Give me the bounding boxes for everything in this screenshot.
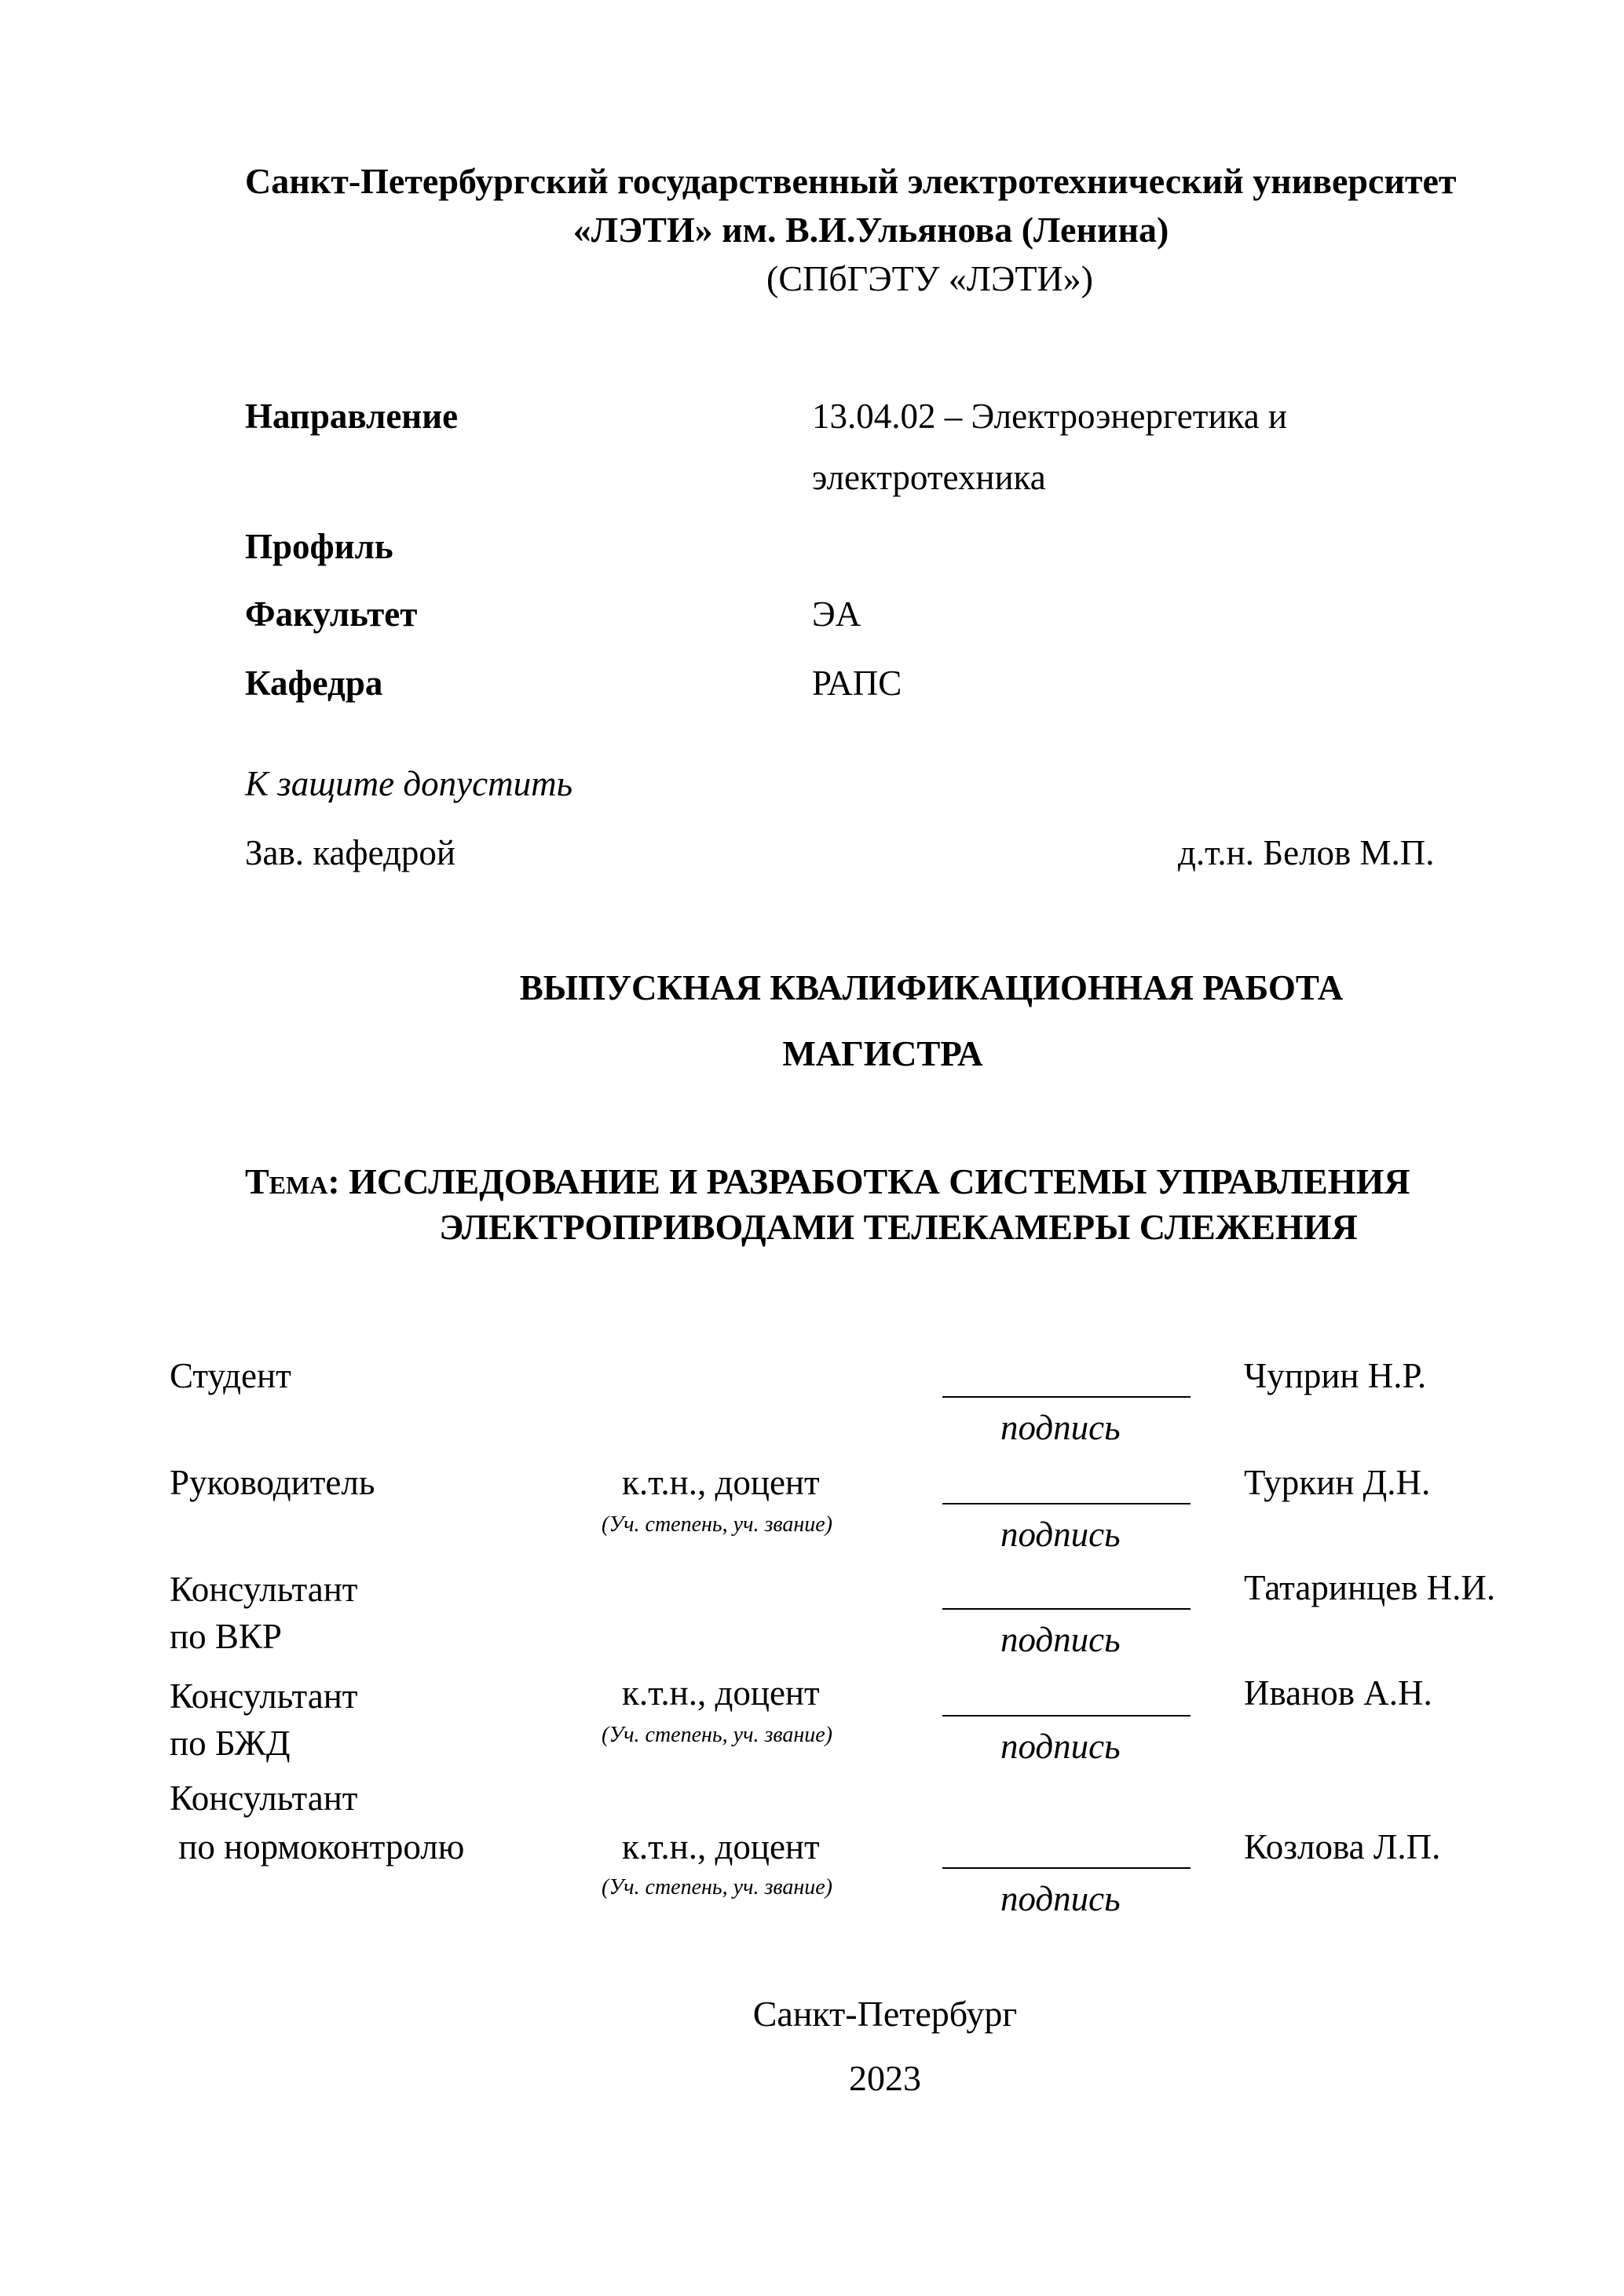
university-name-line1: Санкт-Петербургский государственный электротехнический университет [245, 161, 1457, 201]
degree-caption-consultant-bzhd: (Уч. степень, уч. звание) [602, 1723, 832, 1747]
role-supervisor: Руководитель [170, 1463, 375, 1502]
degree-caption-supervisor: (Уч. степень, уч. звание) [602, 1512, 832, 1537]
university-abbreviation: (СПбГЭТУ «ЛЭТИ») [766, 258, 1093, 298]
direction-label: Направление [245, 397, 459, 436]
signature-line-consultant-bzhd [942, 1715, 1191, 1717]
degree-supervisor: к.т.н., доцент [622, 1463, 820, 1502]
profile-label: Профиль [245, 527, 393, 566]
admission-label: К защите допустить [245, 764, 573, 803]
role-consultant-bzhd-line2: по БЖД [170, 1724, 291, 1763]
name-student: Чуприн Н.Р. [1244, 1356, 1427, 1395]
footer-year: 2023 [849, 2058, 921, 2098]
direction-value-line1: 13.04.02 – Электроэнергетика и [812, 397, 1288, 436]
department-label: Кафедра [245, 664, 383, 703]
signature-caption-consultant-bzhd: подпись [1000, 1727, 1121, 1766]
department-head-name: д.т.н. Белов М.П. [1178, 833, 1435, 872]
name-consultant-bzhd: Иванов А.Н. [1244, 1673, 1432, 1713]
role-consultant-vkr-line1: Консультант [170, 1570, 358, 1609]
topic-prefix: Тема: [245, 1161, 340, 1201]
name-consultant-norm: Козлова Л.П. [1244, 1827, 1441, 1866]
role-consultant-vkr-line2: по ВКР [170, 1617, 282, 1656]
role-student: Студент [170, 1356, 291, 1395]
degree-consultant-norm: к.т.н., доцент [622, 1827, 820, 1866]
faculty-value: ЭА [812, 594, 861, 634]
signature-line-consultant-vkr [942, 1608, 1191, 1610]
name-consultant-vkr: Татаринцев Н.И. [1244, 1568, 1496, 1607]
role-consultant-norm-line2: по нормоконтролю [170, 1827, 465, 1866]
topic-line1 [245, 1161, 1410, 1201]
topic-line2: ЭЛЕКТРОПРИВОДАМИ ТЕЛЕКАМЕРЫ СЛЕЖЕНИЯ [439, 1207, 1358, 1247]
signature-caption-student: подпись [1000, 1408, 1121, 1447]
department-value: РАПС [812, 664, 902, 703]
work-title-line1: ВЫПУСКНАЯ КВАЛИФИКАЦИОННАЯ РАБОТА [519, 968, 1344, 1007]
signature-line-student [942, 1396, 1191, 1398]
signature-caption-consultant-norm: подпись [1000, 1879, 1121, 1918]
signature-line-consultant-norm [942, 1867, 1191, 1869]
degree-caption-consultant-norm: (Уч. степень, уч. звание) [602, 1875, 832, 1899]
role-consultant-bzhd-line1: Консультант [170, 1676, 358, 1716]
signature-caption-consultant-vkr: подпись [1000, 1620, 1121, 1659]
topic-text-line1: ИССЛЕДОВАНИЕ И РАЗРАБОТКА СИСТЕМЫ УПРАВЛЕНИЯ [349, 1161, 1410, 1201]
role-consultant-norm-line1: Консультант [170, 1779, 358, 1818]
name-supervisor: Туркин Д.Н. [1244, 1463, 1431, 1502]
signature-line-supervisor [942, 1503, 1191, 1504]
direction-value-line2: электротехника [812, 458, 1046, 497]
degree-consultant-bzhd: к.т.н., доцент [622, 1673, 820, 1713]
footer-city: Санкт-Петербург [752, 1994, 1018, 2034]
university-name-line2: «ЛЭТИ» им. В.И.Ульянова (Ленина) [572, 210, 1169, 250]
signature-caption-supervisor: подпись [1000, 1515, 1121, 1554]
faculty-label: Факультет [245, 594, 418, 634]
department-head-label: Зав. кафедрой [245, 833, 455, 872]
work-title-line2: МАГИСТРА [782, 1034, 983, 1073]
